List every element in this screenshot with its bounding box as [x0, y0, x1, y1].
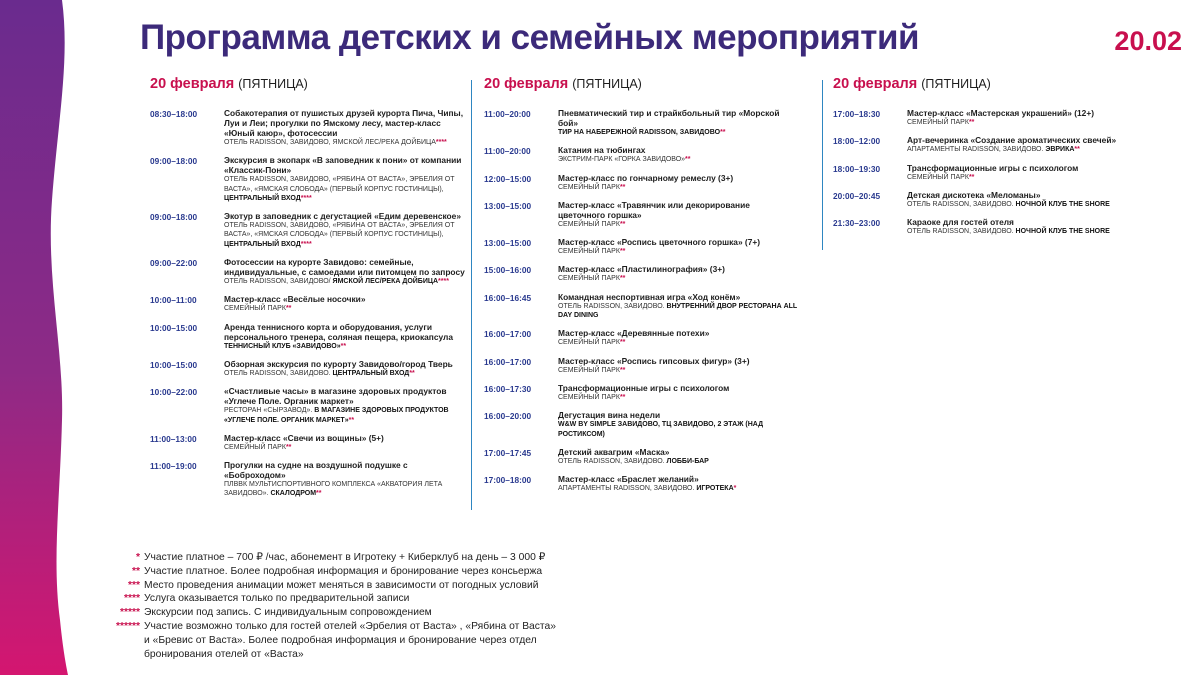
footnote-text: Участие платное – 700 ₽ /час, абонемент в Игротеку + Киберклуб на день – 3 000 ₽: [144, 552, 546, 563]
schedule-column-1: [150, 76, 465, 507]
event-place: [907, 173, 1155, 182]
column-divider: [822, 80, 823, 250]
footnote-item: [96, 565, 556, 579]
footnote-marker: **: [285, 305, 292, 313]
schedule-column-2: [484, 76, 799, 501]
event-name: Мастер-класс «Браслет желаний»: [558, 474, 699, 485]
event-item: [150, 386, 465, 425]
event-details: [224, 294, 465, 313]
event-place-text: ОТЕЛЬ RADISSON, ЗАВИДОВО, «РЯБИНА ОТ ВАСТА», ЭРБЕЛИЯ ОТ ВАСТА», «ЯМСКАЯ СЛОБОДА» (ПЕРВЫЙ КОРПУС ГОСТИНИЦЫ),: [224, 176, 455, 193]
event-name: Экскурсия в экопарк «В заповедник к пони» от компании «Классик-Пони»: [224, 155, 462, 176]
event-time: 11:00–20:00: [484, 109, 531, 119]
event-details: [558, 292, 799, 321]
event-details: [907, 108, 1155, 127]
event-place-highlight: ВНУТРЕННИЙ ДВОР РЕСТОРАНА ALL DAY DINING: [558, 302, 798, 320]
event-details: [224, 386, 465, 425]
event-item: [150, 433, 465, 452]
footnote-marker: **: [1074, 146, 1080, 154]
event-time: 15:00–16:00: [484, 265, 532, 276]
event-place: [558, 338, 799, 347]
event-place-text: ОТЕЛЬ RADISSON, ЗАВИДОВО.: [224, 369, 331, 377]
event-place-text: АПАРТАМЕНТЫ RADISSON, ЗАВИДОВО.: [558, 485, 695, 493]
event-place: [224, 369, 465, 378]
event-place: [224, 304, 465, 313]
event-time: 11:00–20:00: [484, 146, 531, 157]
event-time: 16:00–16:45: [484, 292, 532, 303]
event-place: [224, 406, 465, 425]
event-place-highlight: ЭВРИКА: [1045, 146, 1075, 154]
event-details: [224, 155, 465, 203]
event-item: [484, 264, 799, 283]
event-time: 12:00–15:00: [484, 173, 532, 184]
footnote-text: Участие возможно только для гостей отелей «Эрбелия от Васта» , «Рябина от Васта» и «Бревис от Васта». Более подробная информация и бронирование через отдел бронирования отелей от «Васта»: [144, 620, 556, 660]
event-place: [558, 128, 799, 137]
schedule-column-3: [833, 76, 1155, 244]
event-place: [907, 118, 1155, 127]
footnote-text: Место проведения анимации может меняться в зависимости от погодных условий: [144, 579, 539, 591]
event-name: Мастер-класс «Роспись цветочного горшка» (7+): [558, 237, 761, 248]
event-time: 17:00–18:00: [484, 475, 532, 486]
event-place: [558, 220, 799, 229]
event-place-highlight: В МАГАЗИНЕ ЗДОРОВЫХ ПРОДУКТОВ «УГЛЕЧЕ ПОЛЕ. ОРГАНИК МАРКЕТ»: [224, 407, 449, 424]
event-place: [224, 221, 465, 249]
footnote-item: [96, 551, 556, 565]
event-details: [558, 383, 799, 402]
event-place-text: ОТЕЛЬ RADISSON, ЗАВИДОВО.: [558, 457, 665, 465]
event-place-text: ОТЕЛЬ RADISSON, ЗАВИДОВО/: [224, 278, 331, 286]
column-date-heading: [484, 76, 799, 92]
event-place: [558, 457, 799, 466]
event-place-text: СЕМЕЙНЫЙ ПАРК: [558, 339, 620, 347]
event-details: [224, 257, 465, 286]
footnote-item: [96, 620, 556, 661]
event-place-highlight: ЦЕНТРАЛЬНЫЙ ВХОД: [224, 240, 301, 248]
event-details: [558, 237, 799, 256]
footnote-marker: ****: [300, 240, 312, 248]
footnote-marker: **: [720, 129, 726, 136]
footnote-marker: *****: [119, 607, 140, 619]
event-time: 17:00–18:30: [833, 109, 881, 119]
event-place-text: АПАРТАМЕНТЫ RADISSON, ЗАВИДОВО.: [907, 146, 1044, 154]
event-item: [150, 211, 465, 249]
event-item: [150, 108, 465, 147]
event-details: [558, 410, 799, 439]
event-name: Трансформационные игры с психологом: [907, 162, 1079, 173]
event-place-text: ОТЕЛЬ RADISSON, ЗАВИДОВО.: [907, 200, 1014, 208]
event-time: 11:00–13:00: [150, 433, 197, 444]
event-time: 16:00–17:00: [484, 329, 532, 340]
column-date: 20 февраля: [484, 76, 569, 92]
event-name: Мастер-класс «Свечи из вощины» (5+): [224, 432, 384, 443]
footnote-item: [96, 592, 556, 606]
event-place: [224, 443, 465, 452]
event-item: [833, 108, 1155, 127]
event-details: [907, 190, 1155, 209]
event-time: 11:00–19:00: [150, 461, 197, 472]
footnote-text: Услуга оказывается только по предварительной записи: [144, 593, 410, 605]
event-details: [558, 356, 799, 375]
event-place-text: СЕМЕЙНЫЙ ПАРК: [558, 275, 620, 283]
footnote-marker: **: [685, 156, 691, 164]
event-details: [907, 217, 1155, 236]
event-details: [224, 108, 465, 147]
event-place-text: СЕМЕЙНЫЙ ПАРК: [907, 173, 969, 181]
event-name: Собакотерапия от пушистых друзей курорта Пича, Чипы, Луи и Леи; прогулки по Ямскому лесу, мастер-класс «Юный каюр», фотосессии: [224, 108, 464, 138]
event-details: [907, 135, 1155, 154]
event-place-text: РЕСТОРАН «СЫРЗАВОД».: [224, 407, 313, 415]
event-place-highlight: ИГРОТЕКА: [696, 485, 734, 493]
event-place: [224, 138, 465, 147]
event-item: [484, 200, 799, 229]
event-details: [224, 359, 465, 378]
event-place-highlight: ЦЕНТРАЛЬНЫЙ ВХОД: [224, 194, 301, 202]
event-place: [224, 175, 465, 203]
column-weekday: (ПЯТНИЦА): [572, 77, 642, 91]
event-place-highlight: ТИР НА НАБЕРЕЖНОЙ RADISSON, ЗАВИДОВО: [558, 129, 721, 136]
event-name: Мастер-класс «Деревянные потехи»: [558, 328, 710, 339]
event-item: [150, 257, 465, 286]
event-time: 21:30–23:00: [833, 218, 881, 229]
column-date: 20 февраля: [150, 76, 235, 92]
event-name: Дегустация вина недели: [558, 410, 661, 421]
event-place-text: СЕМЕЙНЫЙ ПАРК: [558, 183, 620, 191]
event-name: Экотур в заповедник с дегустацией «Едим деревенское»: [224, 211, 461, 222]
event-item: [484, 410, 799, 439]
footnote-marker: **: [619, 339, 626, 347]
event-place-text: СЕМЕЙНЫЙ ПАРК: [558, 366, 620, 374]
date-badge: 20.02: [1114, 26, 1182, 56]
event-place: [224, 342, 465, 351]
event-time: 08:30–18:00: [150, 109, 198, 119]
footnote-marker: **: [968, 173, 975, 181]
event-place-text: ОТЕЛЬ RADISSON, ЗАВИДОВО, ЯМСКОЙ ЛЕС/РЕКА ДОЙБИЦА: [224, 139, 436, 146]
event-place-highlight: ЛОББИ-БАР: [666, 457, 709, 465]
event-place: [558, 393, 799, 402]
event-place-text: СЕМЕЙНЫЙ ПАРК: [907, 119, 969, 126]
column-weekday: (ПЯТНИЦА): [238, 77, 308, 91]
footnote-text: Экскурсии под запись. С индивидуальным сопровождением: [144, 607, 432, 619]
event-place-highlight: W&W BY SIMPLE ЗАВИДОВО, ТЦ ЗАВИДОВО, 2 ЭТАЖ (НАД РОСТИКСОМ): [558, 421, 764, 438]
event-place: [558, 247, 799, 256]
event-item: [484, 356, 799, 375]
event-item: [833, 190, 1155, 209]
event-details: [558, 328, 799, 347]
event-place-highlight: ТЕННИСНЫЙ КЛУБ «ЗАВИДОВО»: [224, 342, 341, 350]
event-place-text: ПЛВВК МУЛЬТИСПОРТИВНОГО КОМПЛЕКСА «АКВАТОРИЯ ЛЕТА ЗАВИДОВО».: [224, 481, 443, 498]
event-place-highlight: ЯМСКОЙ ЛЕС/РЕКА ДОЙБИЦА: [332, 278, 439, 286]
event-item: [833, 135, 1155, 154]
event-place-text: СЕМЕЙНЫЙ ПАРК: [558, 393, 620, 401]
event-place-text: ОТЕЛЬ RADISSON, ЗАВИДОВО.: [558, 302, 665, 310]
event-name: Фотосессии на курорте Завидово: семейные, индивидуальные, с самоедами или питомцем по запросу: [224, 257, 465, 278]
footnote-marker: **: [619, 220, 626, 228]
footnote-marker: *: [135, 552, 140, 563]
event-details: [224, 460, 465, 499]
event-place: [558, 183, 799, 192]
footnote-marker: ***: [127, 579, 140, 591]
event-time: 10:00–15:00: [150, 322, 198, 333]
event-item: [484, 292, 799, 321]
event-place: [558, 484, 799, 493]
event-item: [150, 322, 465, 351]
footnote-marker: **: [619, 183, 626, 191]
event-name: Детская дискотека «Меломаны»: [907, 189, 1041, 200]
event-place: [558, 302, 799, 321]
event-place-highlight: НОЧНОЙ КЛУБ THE SHORE: [1015, 228, 1110, 236]
event-name: Караоке для гостей отеля: [907, 217, 1014, 228]
event-details: [558, 145, 799, 164]
event-place-highlight: НОЧНОЙ КЛУБ THE SHORE: [1015, 200, 1110, 208]
event-details: [558, 447, 799, 466]
event-details: [224, 433, 465, 452]
event-name: Трансформационные игры с психологом: [558, 382, 730, 393]
event-name: Мастер-класс по гончарному ремеслу (3+): [558, 172, 734, 183]
event-time: 16:00–20:00: [484, 411, 532, 422]
footnote-marker: **: [340, 342, 347, 350]
footnote-text: Участие платное. Более подробная информация и бронирование через консьержа: [144, 565, 543, 577]
event-item: [484, 108, 799, 137]
event-place: [907, 200, 1155, 209]
event-time: 16:00–17:00: [484, 356, 532, 367]
footnote-marker: ******: [115, 620, 140, 632]
event-place: [224, 277, 465, 286]
event-item: [833, 163, 1155, 182]
event-place: [558, 155, 799, 164]
event-details: [558, 173, 799, 192]
event-place-text: СЕМЕЙНЫЙ ПАРК: [224, 305, 286, 313]
footnote-item: [96, 606, 556, 620]
event-item: [833, 217, 1155, 236]
event-time: 09:00–18:00: [150, 212, 198, 223]
footnote-marker: **: [316, 490, 322, 498]
column-weekday: (ПЯТНИЦА): [921, 77, 991, 91]
event-place-highlight: СКАЛОДРОМ: [270, 490, 317, 498]
event-item: [484, 447, 799, 466]
event-time: 18:00–19:30: [833, 163, 881, 174]
event-place: [558, 420, 799, 439]
event-name: Мастер-класс «Роспись гипсовых фигур» (3+): [558, 355, 750, 366]
event-time: 17:00–17:45: [484, 447, 532, 458]
column-date-heading: [150, 76, 465, 92]
event-time: 10:00–11:00: [150, 295, 197, 306]
column-divider: [471, 80, 472, 510]
event-details: [558, 200, 799, 229]
footnote-item: [96, 579, 556, 593]
decorative-wave-stripe: [0, 0, 80, 675]
event-time: 09:00–22:00: [150, 258, 198, 269]
event-item: [484, 237, 799, 256]
footnote-marker: ****: [300, 194, 312, 202]
event-time: 13:00–15:00: [484, 200, 532, 211]
event-details: [558, 264, 799, 283]
footnotes: [96, 551, 556, 661]
column-date: 20 февраля: [833, 76, 918, 92]
event-item: [484, 328, 799, 347]
footnote-marker: **: [619, 275, 626, 283]
event-place: [907, 227, 1155, 236]
event-item: [484, 173, 799, 192]
event-place-text: ОТЕЛЬ RADISSON, ЗАВИДОВО.: [907, 228, 1014, 236]
event-item: [484, 474, 799, 493]
event-place-highlight: ЦЕНТРАЛЬНЫЙ ВХОД: [332, 369, 410, 377]
footnote-marker: ****: [438, 278, 449, 286]
event-place-text: СЕМЕЙНЫЙ ПАРК: [224, 443, 286, 451]
footnote-marker: ****: [123, 593, 140, 605]
event-name: Арт-вечеринка «Создание ароматических свечей»: [907, 135, 1117, 146]
event-details: [224, 211, 465, 249]
event-name: Обзорная экскурсия по курорту Завидово/город Тверь: [224, 358, 453, 369]
event-place: [907, 145, 1155, 154]
event-details: [558, 108, 799, 137]
event-name: Мастер-класс «Травянчик или декорирование цветочного горшка»: [558, 199, 750, 220]
event-item: [484, 145, 799, 164]
event-place-text: ОТЕЛЬ RADISSON, ЗАВИДОВО, «РЯБИНА ОТ ВАСТА», ЭРБЕЛИЯ ОТ ВАСТА», «ЯМСКАЯ СЛОБОДА» (ПЕРВЫЙ КОРПУС ГОСТИНИЦЫ),: [224, 222, 455, 239]
event-time: 10:00–15:00: [150, 359, 198, 370]
event-name: Мастер-класс «Мастерская украшений» (12+): [907, 108, 1095, 118]
event-place-text: СЕМЕЙНЫЙ ПАРК: [558, 248, 620, 256]
event-item: [484, 383, 799, 402]
event-name: Командная неспортивная игра «Ход конём»: [558, 291, 741, 302]
footnote-marker: **: [968, 119, 975, 126]
event-name: Мастер-класс «Весёлые носочки»: [224, 294, 366, 305]
event-place: [224, 480, 465, 499]
event-name: Аренда теннисного корта и оборудования, услуги персонального тренера, соляная пещера, криокапсула: [224, 321, 454, 342]
event-item: [150, 359, 465, 378]
event-item: [150, 294, 465, 313]
event-name: «Счастливые часы» в магазине здоровых продуктов «Углече Поле. Органик маркет»: [224, 386, 447, 407]
footnote-marker: **: [619, 393, 626, 401]
event-details: [907, 163, 1155, 182]
footnote-marker: *: [733, 485, 737, 493]
footnote-marker: ****: [435, 139, 447, 146]
footnote-marker: **: [619, 366, 626, 374]
event-place: [558, 274, 799, 283]
event-time: 13:00–15:00: [484, 238, 532, 249]
event-time: 20:00–20:45: [833, 190, 881, 201]
column-date-heading: [833, 76, 1155, 92]
event-place: [558, 366, 799, 375]
event-time: 09:00–18:00: [150, 156, 198, 167]
event-time: 16:00–17:30: [484, 383, 532, 394]
page-title: Программа детских и семейных мероприятий: [140, 18, 919, 57]
event-item: [150, 155, 465, 203]
event-time: 18:00–12:00: [833, 136, 881, 147]
event-name: Пневматический тир и страйкбольный тир «Морской бой»: [558, 108, 780, 128]
event-details: [558, 474, 799, 493]
footnote-marker: **: [285, 443, 292, 451]
footnote-marker: **: [131, 565, 140, 577]
event-place-text: ЭКСТРИМ-ПАРК «ГОРКА ЗАВИДОВО»: [558, 156, 686, 164]
event-time: 10:00–22:00: [150, 387, 198, 398]
event-name: Катания на тюбингах: [558, 145, 646, 156]
footnote-marker: **: [619, 248, 626, 256]
event-item: [150, 460, 465, 499]
event-place-text: СЕМЕЙНЫЙ ПАРК: [558, 220, 620, 228]
footnote-marker: **: [409, 369, 415, 377]
event-details: [224, 322, 465, 351]
event-name: Детский аквагрим «Маска»: [558, 446, 670, 457]
footnote-marker: **: [348, 416, 355, 424]
event-name: Прогулки на судне на воздушной подушке с «Боброходом»: [224, 460, 408, 481]
event-name: Мастер-класс «Пластилинография» (3+): [558, 264, 725, 275]
